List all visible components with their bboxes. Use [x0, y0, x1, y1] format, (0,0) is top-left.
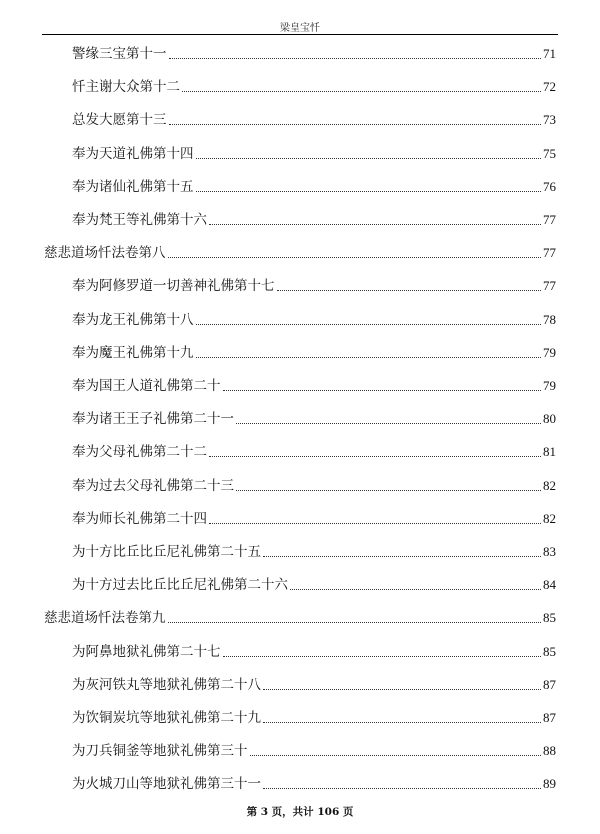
toc-entry-title: 为十方比丘比丘尼礼佛第二十五	[72, 544, 261, 560]
toc-dot-leader	[209, 224, 541, 225]
header-divider	[42, 34, 558, 35]
toc-entry-title: 为十方过去比丘比丘尼礼佛第二十六	[72, 577, 288, 594]
toc-dot-leader	[196, 324, 542, 325]
toc-chapter-entry[interactable]	[72, 572, 556, 594]
toc-entry-title: 奉为师长礼佛第二十四	[72, 510, 207, 527]
toc-entry-title: 奉为龙王礼佛第十八	[72, 311, 194, 328]
toc-entry-page-number: 79	[543, 344, 556, 360]
toc-chapter-entry[interactable]	[72, 307, 556, 329]
toc-entry-page-number: 72	[543, 79, 556, 95]
toc-entry-page-number: 81	[543, 444, 556, 460]
toc-chapter-entry[interactable]	[72, 340, 556, 362]
toc-chapter-entry[interactable]	[72, 373, 556, 395]
toc-dot-leader	[169, 58, 542, 59]
toc-chapter-entry[interactable]	[72, 207, 556, 229]
toc-entry-page-number: 84	[543, 577, 556, 593]
toc-entry-title: 奉为国王人道礼佛第二十	[72, 378, 221, 394]
toc-dot-leader	[169, 124, 542, 125]
toc-dot-leader	[263, 788, 541, 789]
toc-entry-page-number: 77	[543, 245, 556, 261]
toc-entry-page-number: 78	[543, 311, 556, 327]
toc-chapter-entry[interactable]	[72, 107, 556, 129]
toc-entry-page-number: 77	[543, 278, 556, 294]
toc-chapter-entry[interactable]	[72, 141, 556, 163]
page-header-title: 梁皇宝忏	[280, 23, 320, 34]
toc-entry-title: 忏主谢大众第十二	[72, 79, 180, 96]
toc-entry-title: 奉为诸王王子礼佛第二十一	[72, 411, 234, 428]
toc-dot-leader	[236, 423, 541, 424]
toc-chapter-entry[interactable]	[72, 174, 556, 196]
toc-chapter-entry[interactable]	[72, 738, 556, 760]
toc-chapter-entry[interactable]	[72, 672, 556, 694]
toc-entry-title: 为刀兵铜釜等地狱礼佛第三十	[72, 743, 248, 760]
toc-chapter-entry[interactable]	[72, 639, 556, 661]
toc-entry-page-number: 79	[543, 378, 556, 393]
toc-entry-title: 奉为诸仙礼佛第十五	[72, 178, 194, 195]
toc-volume-entry[interactable]	[44, 605, 556, 627]
toc-chapter-entry[interactable]	[72, 771, 556, 793]
toc-entry-title: 奉为魔王礼佛第十九	[72, 344, 194, 361]
toc-chapter-entry[interactable]	[72, 273, 556, 295]
toc-entry-title: 为火城刀山等地狱礼佛第三十一	[72, 776, 261, 793]
toc-dot-leader	[263, 689, 541, 690]
toc-entry-page-number: 80	[543, 411, 556, 427]
toc-entry-title: 奉为天道礼佛第十四	[72, 145, 194, 162]
toc-dot-leader	[209, 523, 541, 524]
toc-entry-title: 奉为梵王等礼佛第十六	[72, 212, 207, 228]
toc-entry-page-number: 85	[543, 610, 556, 626]
toc-entry-title: 奉为阿修罗道一切善神礼佛第十七	[72, 278, 275, 295]
toc-chapter-entry[interactable]	[72, 506, 556, 528]
toc-entry-title: 奉为过去父母礼佛第二十三	[72, 477, 234, 494]
toc-entry-page-number: 71	[543, 46, 556, 61]
toc-chapter-entry[interactable]	[72, 41, 556, 63]
toc-chapter-entry[interactable]	[72, 473, 556, 495]
page-footer: 第 3 页，共计 106 页	[246, 806, 354, 818]
toc-entry-page-number: 82	[543, 477, 556, 493]
toc-chapter-entry[interactable]	[72, 74, 556, 96]
toc-entry-page-number: 87	[543, 710, 556, 725]
toc-chapter-entry[interactable]	[72, 406, 556, 428]
toc-dot-leader	[223, 390, 542, 391]
toc-entry-page-number: 85	[543, 643, 556, 659]
toc-dot-leader	[182, 91, 541, 92]
toc-dot-leader	[290, 589, 541, 590]
toc-entry-title: 警缘三宝第十一	[72, 46, 167, 62]
toc-dot-leader	[196, 357, 542, 358]
toc-entry-title: 慈悲道场忏法卷第八	[44, 245, 166, 262]
toc-dot-leader	[277, 290, 542, 291]
toc-dot-leader	[209, 456, 541, 457]
toc-entry-title: 慈悲道场忏法卷第九	[44, 610, 166, 627]
toc-entry-page-number: 76	[543, 178, 556, 194]
toc-entry-page-number: 82	[543, 510, 556, 526]
toc-entry-page-number: 88	[543, 743, 556, 759]
toc-entry-title: 为灰河铁丸等地狱礼佛第二十八	[72, 676, 261, 693]
toc-dot-leader	[250, 755, 542, 756]
toc-dot-leader	[196, 158, 542, 159]
toc-dot-leader	[196, 191, 542, 192]
toc-entry-title: 总发大愿第十三	[72, 112, 167, 129]
toc-dot-leader	[168, 622, 542, 623]
toc-entry-page-number: 83	[543, 544, 556, 559]
toc-entry-title: 奉为父母礼佛第二十二	[72, 444, 207, 461]
toc-dot-leader	[168, 257, 542, 258]
toc-dot-leader	[236, 490, 541, 491]
toc-entry-page-number: 75	[543, 145, 556, 161]
toc-chapter-entry[interactable]	[72, 705, 556, 727]
toc-entry-title: 为饮铜炭坑等地狱礼佛第二十九	[72, 710, 261, 726]
toc-dot-leader	[263, 722, 541, 723]
toc-dot-leader	[263, 556, 541, 557]
toc-entry-page-number: 87	[543, 676, 556, 692]
toc-chapter-entry[interactable]	[72, 539, 556, 561]
toc-entry-title: 为阿鼻地狱礼佛第二十七	[72, 643, 221, 660]
toc-dot-leader	[223, 656, 542, 657]
toc-entry-page-number: 73	[543, 112, 556, 128]
toc-entry-page-number: 77	[543, 212, 556, 227]
toc-entry-page-number: 89	[543, 776, 556, 792]
toc-chapter-entry[interactable]	[72, 439, 556, 461]
toc-volume-entry[interactable]	[44, 240, 556, 262]
